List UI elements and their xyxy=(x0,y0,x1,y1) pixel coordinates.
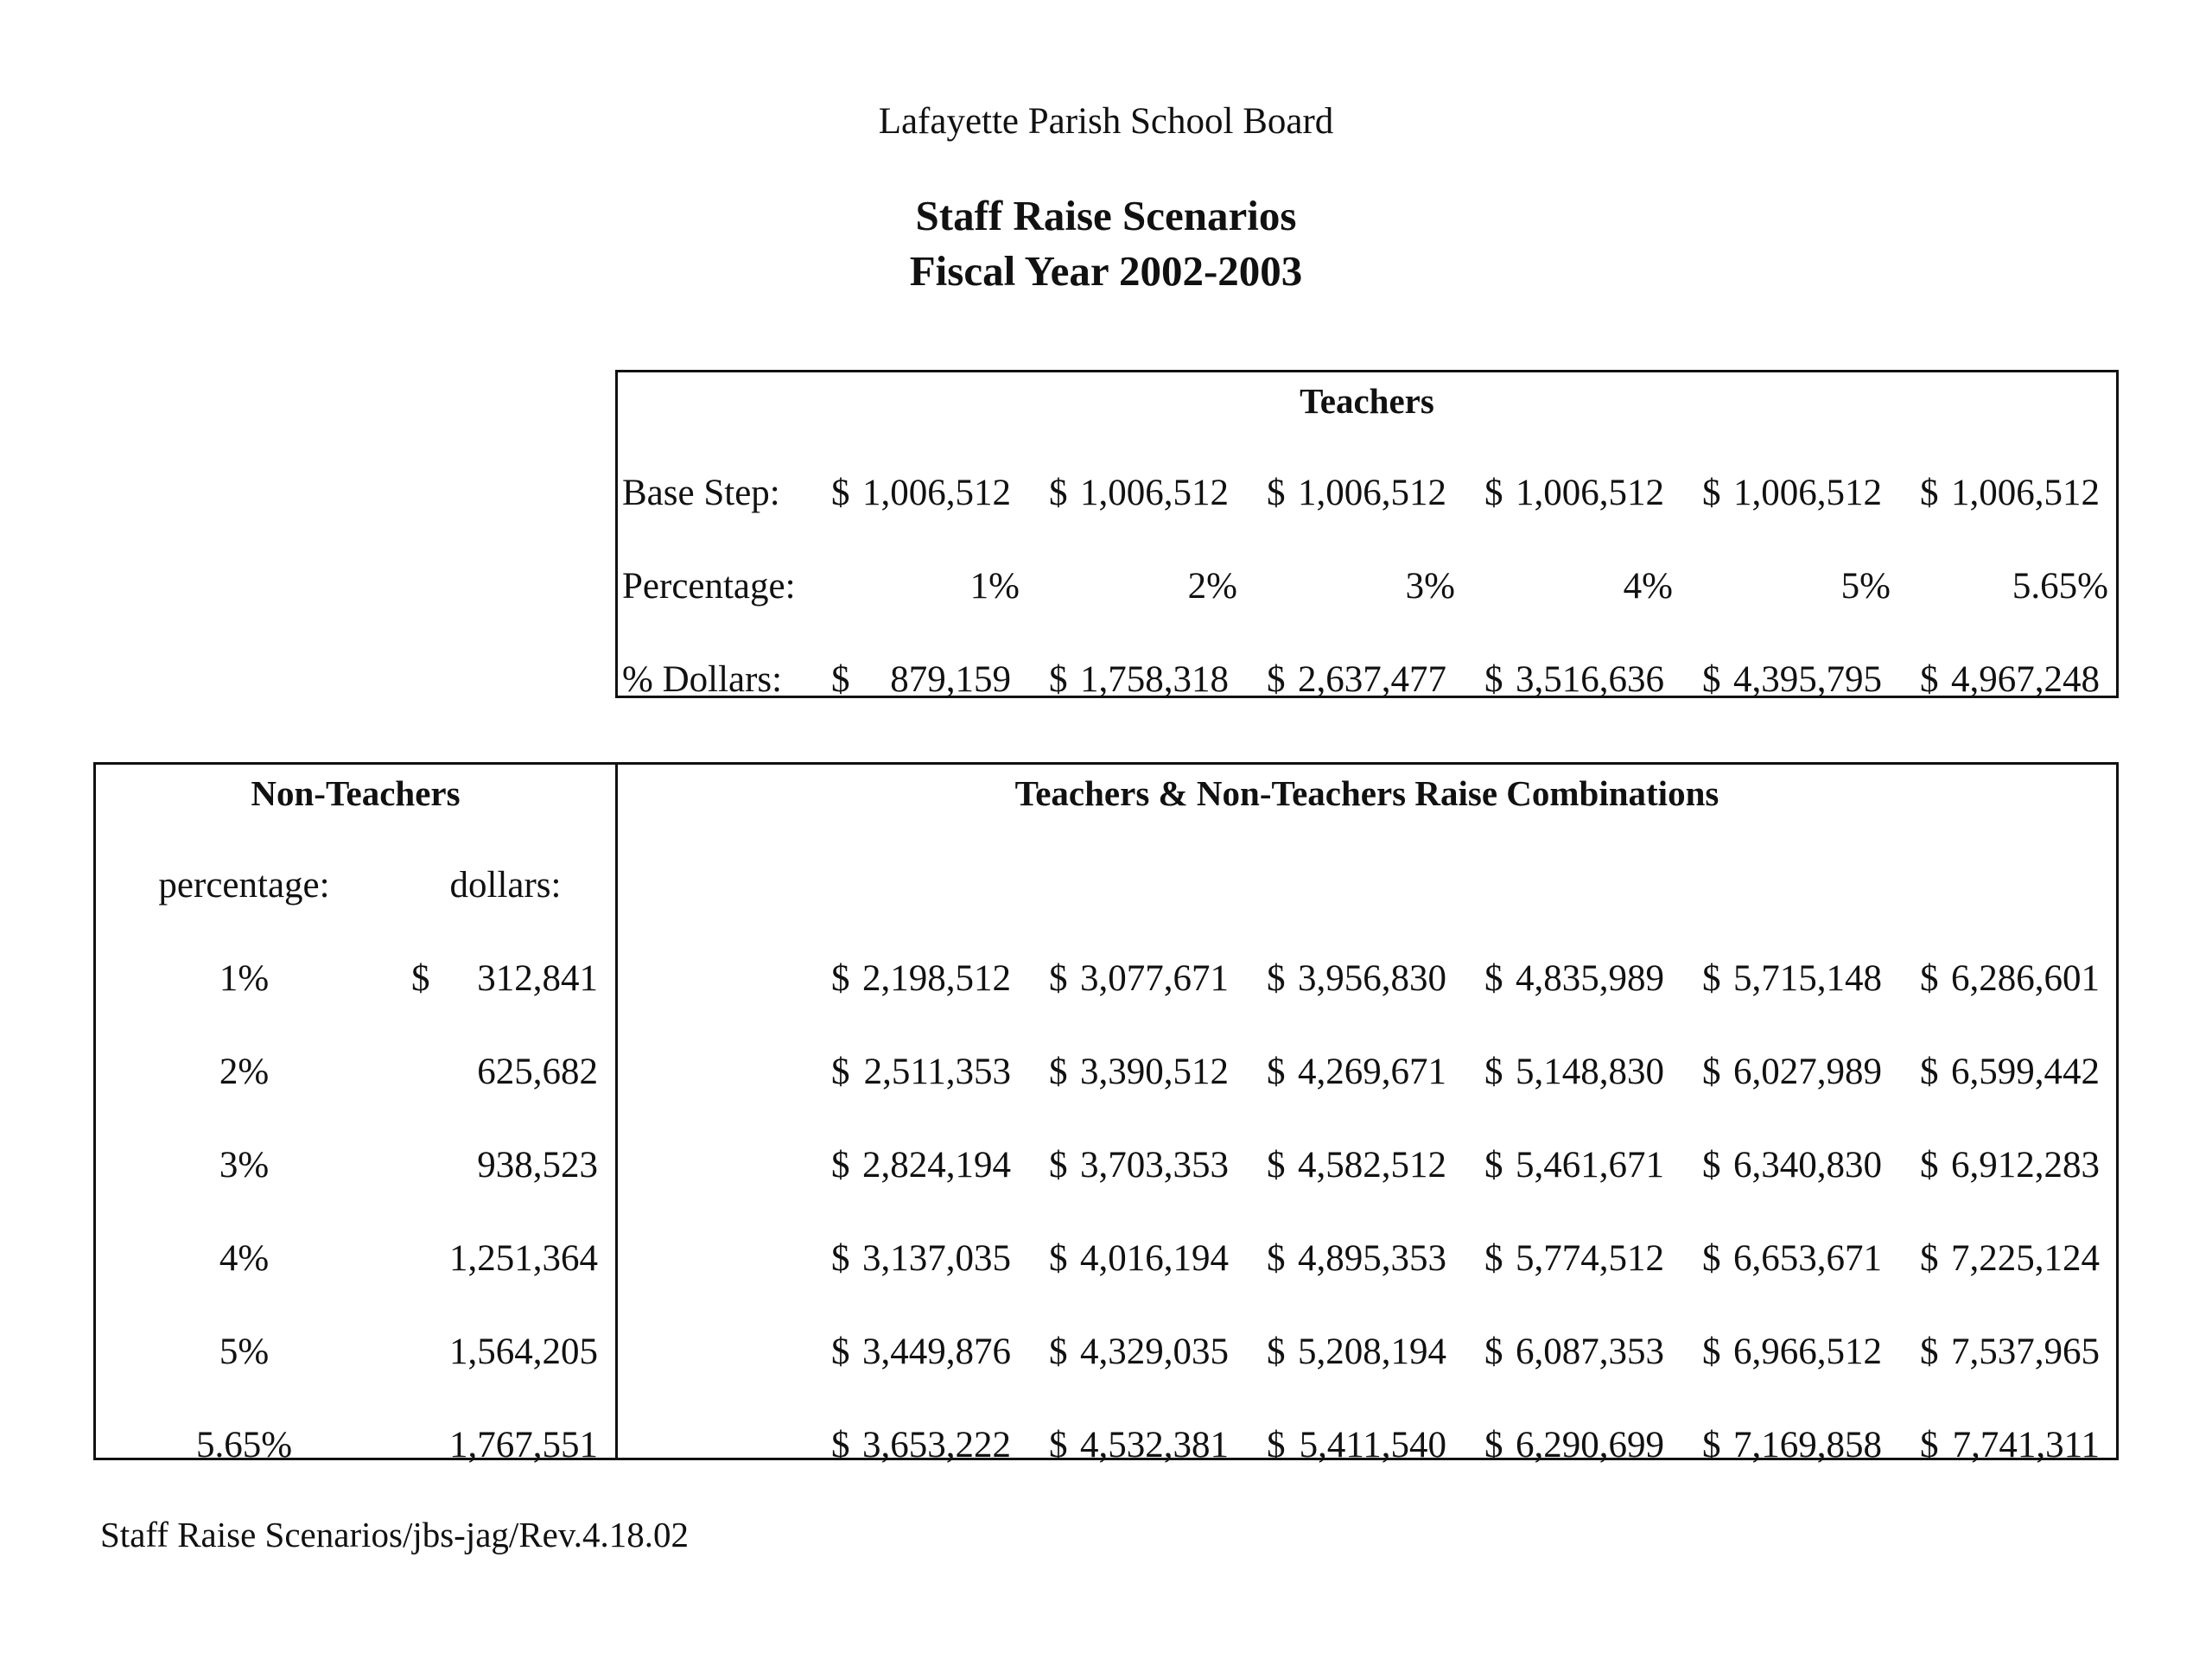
combination-value xyxy=(1920,1051,2100,1099)
non-teacher-percentage: 5% xyxy=(219,1332,270,1372)
currency-symbol: $ xyxy=(1702,958,1721,999)
currency-symbol: $ xyxy=(1702,473,1721,513)
amount-value: 2,511,353 xyxy=(863,1052,1011,1092)
currency-symbol: $ xyxy=(1267,958,1286,999)
currency-symbol: $ xyxy=(831,1052,850,1092)
combination-value xyxy=(831,1331,1011,1379)
amount-value: 6,340,830 xyxy=(1733,1145,1882,1185)
title-line-1: Staff Raise Scenarios xyxy=(915,192,1297,239)
amount-value: 7,169,858 xyxy=(1733,1425,1882,1465)
amount-value: 4,967,248 xyxy=(1951,659,2100,700)
amount-value: 3,703,353 xyxy=(1080,1145,1229,1185)
amount-value: 6,653,671 xyxy=(1733,1238,1882,1279)
currency-symbol: $ xyxy=(1484,1425,1503,1465)
base-step-value xyxy=(1267,472,1446,520)
amount-value: 938,523 xyxy=(477,1145,598,1185)
non-teacher-percentage: 3% xyxy=(219,1145,270,1185)
non-teacher-dollars xyxy=(411,1424,598,1472)
combination-value xyxy=(1267,1237,1446,1286)
amount-value: 1,251,364 xyxy=(449,1238,598,1279)
combination-value xyxy=(1920,1424,2100,1472)
amount-value: 4,532,381 xyxy=(1080,1425,1229,1465)
currency-symbol: $ xyxy=(1049,473,1068,513)
title-line-2: Fiscal Year 2002-2003 xyxy=(909,247,1303,295)
amount-value: 6,290,699 xyxy=(1516,1425,1664,1465)
amount-value: 7,537,965 xyxy=(1951,1332,2100,1372)
combination-value xyxy=(831,1051,1011,1099)
amount-value: 4,016,194 xyxy=(1080,1238,1229,1279)
currency-symbol: $ xyxy=(1049,1425,1068,1465)
amount-value: 4,895,353 xyxy=(1298,1238,1446,1279)
non-teacher-percentage: 1% xyxy=(219,958,270,999)
combination-value xyxy=(1484,1051,1664,1099)
teacher-dollars-value xyxy=(1484,658,1664,707)
combination-value xyxy=(1702,1424,1882,1472)
amount-value: 1,006,512 xyxy=(1733,473,1882,513)
combination-value xyxy=(1484,1424,1664,1472)
combination-value xyxy=(1702,957,1882,1006)
combination-value xyxy=(831,957,1011,1006)
currency-symbol: $ xyxy=(1920,1238,1939,1279)
combination-value xyxy=(1049,1331,1229,1379)
amount-value: 7,225,124 xyxy=(1951,1238,2100,1279)
amount-value: 3,653,222 xyxy=(862,1425,1011,1465)
currency-symbol: $ xyxy=(1049,1238,1068,1279)
currency-symbol: $ xyxy=(1267,1425,1286,1465)
combination-value xyxy=(1267,1424,1446,1472)
combination-value xyxy=(1484,1144,1664,1192)
currency-symbol: $ xyxy=(1267,659,1286,700)
amount-value: 312,841 xyxy=(477,958,598,999)
currency-symbol: $ xyxy=(1267,1052,1286,1092)
non-teacher-dollars xyxy=(411,1051,598,1099)
percentage-label: Percentage: xyxy=(622,566,796,607)
base-step-value xyxy=(1484,472,1664,520)
currency-symbol: $ xyxy=(1920,958,1939,999)
currency-symbol: $ xyxy=(1484,473,1503,513)
currency-symbol: $ xyxy=(1702,1332,1721,1372)
currency-symbol: $ xyxy=(831,659,850,700)
currency-symbol: $ xyxy=(1920,659,1939,700)
combination-value xyxy=(1702,1237,1882,1286)
page-title xyxy=(0,188,2212,299)
amount-value: 1,006,512 xyxy=(1951,473,2100,513)
combination-value xyxy=(1702,1331,1882,1379)
base-step-value xyxy=(831,472,1011,520)
dollars-label: % Dollars: xyxy=(622,659,783,700)
currency-symbol: $ xyxy=(1049,958,1068,999)
currency-symbol: $ xyxy=(1920,1332,1939,1372)
non-teacher-dollars xyxy=(411,1237,598,1286)
non-teachers-heading: Non-Teachers xyxy=(251,773,461,813)
currency-symbol: $ xyxy=(831,958,850,999)
combination-value xyxy=(1267,1331,1446,1379)
currency-symbol: $ xyxy=(831,1238,850,1279)
combination-value xyxy=(1049,957,1229,1006)
amount-value: 6,912,283 xyxy=(1951,1145,2100,1185)
amount-value: 5,148,830 xyxy=(1516,1052,1664,1092)
base-step-value xyxy=(1920,472,2100,520)
currency-symbol: $ xyxy=(1920,1052,1939,1092)
combination-value xyxy=(1049,1144,1229,1192)
currency-symbol: $ xyxy=(831,473,850,513)
amount-value: 6,027,989 xyxy=(1733,1052,1882,1092)
footer-reference: Staff Raise Scenarios/jbs-jag/Rev.4.18.02 xyxy=(100,1515,689,1554)
combination-value xyxy=(1920,1331,2100,1379)
teacher-dollars-value xyxy=(831,658,1011,707)
teacher-dollars-value xyxy=(1267,658,1446,707)
currency-symbol: $ xyxy=(1267,1238,1286,1279)
combination-value xyxy=(1702,1051,1882,1099)
currency-symbol: $ xyxy=(1920,1425,1939,1465)
currency-symbol: $ xyxy=(1484,659,1503,700)
currency-symbol: $ xyxy=(1049,1145,1068,1185)
base-step-value xyxy=(1049,472,1229,520)
non-teachers-dollars-label: dollars: xyxy=(449,865,562,906)
currency-symbol: $ xyxy=(1702,659,1721,700)
teacher-percentage-value: 3% xyxy=(1405,566,1455,607)
currency-symbol: $ xyxy=(1702,1052,1721,1092)
teacher-percentage-value: 1% xyxy=(969,566,1020,607)
non-teacher-percentage: 4% xyxy=(219,1238,270,1279)
amount-value: 5,461,671 xyxy=(1516,1145,1664,1185)
amount-value: 4,582,512 xyxy=(1298,1145,1446,1185)
combination-value xyxy=(1484,957,1664,1006)
currency-symbol: $ xyxy=(831,1145,850,1185)
teacher-percentage-value: 5% xyxy=(1840,566,1891,607)
combination-value xyxy=(1484,1331,1664,1379)
amount-value: 3,516,636 xyxy=(1516,659,1664,700)
combination-value xyxy=(1920,1144,2100,1192)
organization-name: Lafayette Parish School Board xyxy=(878,101,1334,142)
currency-symbol: $ xyxy=(1267,473,1286,513)
amount-value: 1,006,512 xyxy=(1516,473,1664,513)
combination-value xyxy=(1267,1144,1446,1192)
amount-value: 1,006,512 xyxy=(862,473,1011,513)
currency-symbol: $ xyxy=(1049,1332,1068,1372)
currency-symbol: $ xyxy=(411,958,430,999)
amount-value: 1,767,551 xyxy=(449,1425,598,1465)
currency-symbol: $ xyxy=(1484,958,1503,999)
amount-value: 6,599,442 xyxy=(1951,1052,2100,1092)
amount-value: 7,741,311 xyxy=(1952,1425,2100,1465)
combination-value xyxy=(1702,1144,1882,1192)
base-step-value xyxy=(1702,472,1882,520)
amount-value: 3,077,671 xyxy=(1080,958,1229,999)
amount-value: 1,758,318 xyxy=(1080,659,1229,700)
combination-value xyxy=(831,1237,1011,1286)
non-teacher-percentage: 5.65% xyxy=(195,1425,293,1465)
combination-value xyxy=(1049,1237,1229,1286)
amount-value: 5,208,194 xyxy=(1298,1332,1446,1372)
amount-value: 1,564,205 xyxy=(449,1332,598,1372)
teachers-heading: Teachers xyxy=(1300,381,1434,421)
teacher-percentage-value: 2% xyxy=(1187,566,1237,607)
currency-symbol: $ xyxy=(1484,1052,1503,1092)
non-teacher-dollars xyxy=(411,1144,598,1192)
non-teachers-percentage-label: percentage: xyxy=(158,865,330,906)
currency-symbol: $ xyxy=(1484,1145,1503,1185)
currency-symbol: $ xyxy=(1702,1425,1721,1465)
teacher-dollars-value xyxy=(1049,658,1229,707)
currency-symbol: $ xyxy=(1920,1145,1939,1185)
combination-value xyxy=(1484,1237,1664,1286)
teacher-dollars-value xyxy=(1702,658,1882,707)
currency-symbol: $ xyxy=(1267,1145,1286,1185)
teacher-dollars-value xyxy=(1920,658,2100,707)
non-teacher-dollars xyxy=(411,957,598,1006)
amount-value: 3,449,876 xyxy=(862,1332,1011,1372)
combination-value xyxy=(1267,1051,1446,1099)
amount-value: 6,966,512 xyxy=(1733,1332,1882,1372)
amount-value: 879,159 xyxy=(890,659,1011,700)
amount-value: 5,411,540 xyxy=(1299,1425,1446,1465)
amount-value: 2,824,194 xyxy=(862,1145,1011,1185)
currency-symbol: $ xyxy=(1484,1332,1503,1372)
combination-value xyxy=(1049,1424,1229,1472)
currency-symbol: $ xyxy=(1702,1145,1721,1185)
combination-value xyxy=(1267,957,1446,1006)
amount-value: 625,682 xyxy=(477,1052,598,1092)
amount-value: 4,329,035 xyxy=(1080,1332,1229,1372)
amount-value: 4,835,989 xyxy=(1516,958,1664,999)
amount-value: 4,395,795 xyxy=(1733,659,1882,700)
non-teacher-percentage: 2% xyxy=(219,1052,270,1092)
currency-symbol: $ xyxy=(1049,659,1068,700)
amount-value: 6,286,601 xyxy=(1951,958,2100,999)
amount-value: 1,006,512 xyxy=(1080,473,1229,513)
currency-symbol: $ xyxy=(831,1332,850,1372)
amount-value: 1,006,512 xyxy=(1298,473,1446,513)
combination-value xyxy=(1049,1051,1229,1099)
combinations-heading: Teachers & Non-Teachers Raise Combinations xyxy=(1014,773,1719,813)
non-teacher-dollars xyxy=(411,1331,598,1379)
combination-value xyxy=(1920,957,2100,1006)
teacher-percentage-value: 4% xyxy=(1623,566,1673,607)
amount-value: 5,774,512 xyxy=(1516,1238,1664,1279)
currency-symbol: $ xyxy=(1920,473,1939,513)
amount-value: 3,956,830 xyxy=(1298,958,1446,999)
currency-symbol: $ xyxy=(1702,1238,1721,1279)
amount-value: 3,390,512 xyxy=(1080,1052,1229,1092)
currency-symbol: $ xyxy=(1049,1052,1068,1092)
amount-value: 2,637,477 xyxy=(1298,659,1446,700)
amount-value: 2,198,512 xyxy=(862,958,1011,999)
currency-symbol: $ xyxy=(831,1425,850,1465)
base-step-label: Base Step: xyxy=(622,473,780,513)
currency-symbol: $ xyxy=(1267,1332,1286,1372)
amount-value: 3,137,035 xyxy=(862,1238,1011,1279)
amount-value: 6,087,353 xyxy=(1516,1332,1664,1372)
amount-value: 4,269,671 xyxy=(1298,1052,1446,1092)
currency-symbol: $ xyxy=(1484,1238,1503,1279)
amount-value: 5,715,148 xyxy=(1733,958,1882,999)
combination-value xyxy=(831,1144,1011,1192)
combination-value xyxy=(831,1424,1011,1472)
combination-value xyxy=(1920,1237,2100,1286)
teacher-percentage-value: 5.65% xyxy=(2012,566,2108,607)
